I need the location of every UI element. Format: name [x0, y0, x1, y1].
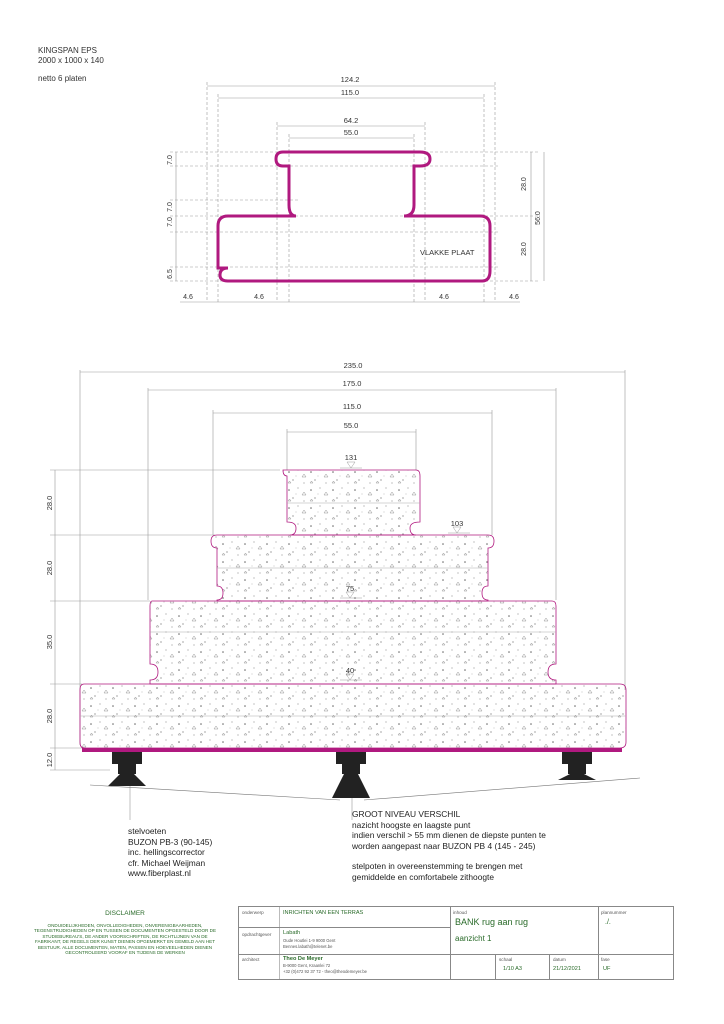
note-left-line: BUZON PB-3 (90-145) [128, 836, 213, 847]
onderwerp-value: INRICHTEN VAN EEN TERRAS [283, 910, 364, 916]
height-28c: 28.0 [45, 708, 54, 724]
disclaimer-title: DISCLAIMER [105, 910, 145, 917]
opdrachtgever-address: Oude Houtlei 1-9 9000 Gent [283, 938, 336, 943]
note-right-line: gemiddelde en comfortabele zithoogte [352, 871, 495, 882]
disclaimer-line: FABRIKANT, DE REGELS DER KUNST DIENEN OPGEMERKT EN GEMELD AAN HET [34, 939, 216, 945]
height-28b: 28.0 [45, 560, 54, 576]
level-131: 131 [344, 453, 358, 462]
dim-55: 55.0 [343, 421, 359, 430]
layer-top [283, 470, 420, 535]
fase-value: UF [603, 966, 611, 972]
dim-left-7b: 7.0 [167, 202, 174, 212]
top-profile-outline [218, 152, 490, 281]
base-plate [82, 748, 622, 752]
dim-outer-width: 124.2 [340, 75, 360, 84]
disclaimer-line: GECONTROLEERD VOORAF EN TIJDENS DE WERKEN [65, 950, 185, 956]
architect-label: architect [242, 957, 260, 962]
level-103: 103 [450, 519, 464, 528]
dim-235: 235.0 [343, 361, 363, 370]
schaal-value: 1/10 A3 [503, 966, 522, 972]
note-spacer [352, 851, 546, 861]
dim-bottom-a: 4.6 [183, 294, 193, 301]
dim-right-28b: 28.0 [521, 242, 528, 256]
architect-address: B-9000 Gent, Kraanlei 72 [283, 963, 331, 968]
dim-top-inner: 55.0 [343, 128, 359, 137]
opdrachtgever-label: opdrachtgever [242, 932, 272, 937]
dim-right-28a: 28.0 [521, 177, 528, 191]
dim-inner-width: 115.0 [340, 88, 360, 97]
material-title: KINGSPAN EPS [38, 46, 97, 55]
datum-label: datum [553, 957, 566, 962]
inhoud-value: BANK rug aan rug [455, 917, 529, 927]
note-left-line: www.fiberplast.nl [128, 868, 191, 879]
level-40: 40 [345, 666, 355, 675]
disclaimer-line: TEGENSTRIJDIGHEDEN OP EN TUSSEN DE DOCUMENTEN OPGESTELD DOOR DE [33, 928, 217, 934]
inhoud-label: inhoud [453, 910, 467, 915]
note-right-line: GROOT NIVEAU VERSCHIL [352, 809, 461, 819]
architect-name: Theo De Meyer [283, 956, 323, 962]
fase-label: fase [601, 957, 610, 962]
material-count: netto 6 platen [38, 74, 87, 83]
plannummer-label: plannummer [601, 910, 627, 915]
foot-right [558, 752, 596, 780]
dim-right-56: 56.0 [535, 211, 542, 225]
onderwerp-label: onderwerp [242, 910, 264, 915]
dim-left-7a: 7.0 [167, 155, 174, 165]
notes-left [128, 826, 212, 879]
plannummer-value: ./. [605, 919, 611, 926]
aanzicht-value: aanzicht 1 [455, 934, 492, 943]
dim-bottom-b: 4.6 [254, 294, 264, 301]
foot-left [108, 752, 146, 786]
level-75: 75 [345, 584, 355, 593]
dim-bottom-c: 4.6 [439, 294, 449, 301]
note-right-line: indien verschil > 55 mm dienen de diepste punten te [352, 830, 546, 841]
disclaimer-line: ONDUIDELIJKHEDEN, ONVOLLEDIGHEDEN, ONVERENIGBAARHEDEN, [47, 923, 203, 928]
dim-bottom-d: 4.6 [509, 294, 519, 301]
disclaimer-line: STUDIEBUREAU'S, DE ANDER VOORSCHRIFTEN, DE RICHTLIJNEN VAN DE [42, 933, 208, 939]
title-block [238, 906, 674, 980]
dim-115: 115.0 [342, 402, 362, 411]
disclaimer [32, 910, 218, 955]
dim-left-65: 6.5 [167, 269, 174, 279]
opdrachtgever-email: Bennes.labath@telenet.be [283, 944, 333, 949]
note-left-line: stelvoeten [128, 826, 167, 836]
note-right-line: nazicht hoogste en laagste punt [352, 819, 471, 830]
height-12: 12.0 [45, 752, 54, 768]
notes-right [352, 809, 546, 883]
foot-center [332, 752, 370, 798]
dim-175: 175.0 [342, 379, 362, 388]
height-35: 35.0 [45, 634, 54, 650]
opdrachtgever-name: Labath [283, 930, 301, 936]
material-size: 2000 x 1000 x 140 [38, 56, 104, 65]
dim-left-7c: 7.0 [167, 217, 174, 227]
note-right-line: worden aangepast naar BUZON PB 4 (145 - 245) [352, 840, 536, 851]
disclaimer-line: BESTUUR. ALLE DOCUMENTEN, MATEN, PASSEN EN HOEVEELHEDEN DIENEN [37, 944, 213, 950]
note-left-line: inc. hellingscorrector [128, 847, 205, 858]
note-left-line: cfr. Michael Weijman [128, 857, 206, 868]
vlakke-plaat-label: VLAKKE PLAAT [420, 248, 475, 257]
datum-value: 21/12/2021 [553, 966, 581, 972]
schaal-label: schaal [499, 957, 513, 962]
dim-top-outer: 64.2 [343, 116, 359, 125]
height-28a: 28.0 [45, 495, 54, 511]
note-right-line: stelpoten in overeenstemming te brengen met [352, 861, 523, 872]
architect-contact: +32 (0)472 92 37 72 - theo@theodemeyer.be [283, 969, 367, 974]
